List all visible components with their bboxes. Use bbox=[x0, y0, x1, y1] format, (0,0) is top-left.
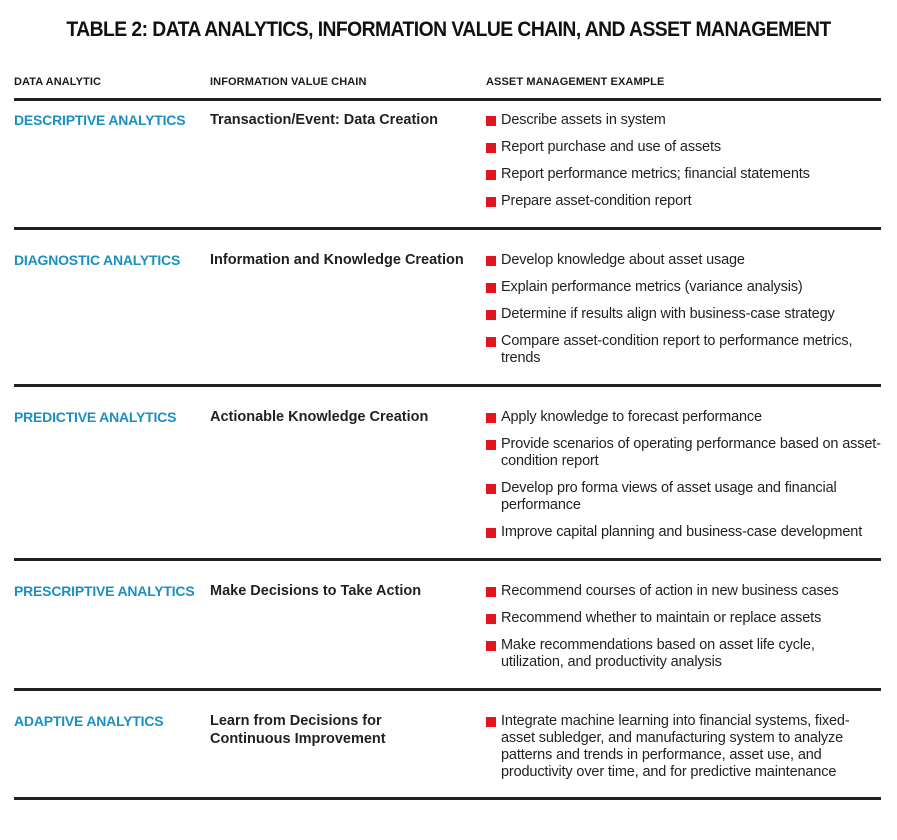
column-header-data-analytic: DATA ANALYTIC bbox=[14, 76, 102, 88]
example-text: Compare asset-condition report to performance metrics, trends bbox=[501, 333, 853, 366]
value-chain-label: Learn from Decisions for Continuous Improvement bbox=[210, 713, 386, 747]
example-text: Provide scenarios of operating performance based on asset-condition report bbox=[501, 436, 881, 469]
example-text: Explain performance metrics (variance analysis) bbox=[501, 279, 803, 295]
list-item bbox=[486, 409, 881, 426]
example-text: Make recommendations based on asset life cycle, utilization, and productivity analysis bbox=[501, 637, 815, 670]
table-row-diagnostic bbox=[14, 227, 881, 384]
table-row-predictive bbox=[14, 384, 881, 558]
list-item bbox=[486, 583, 881, 600]
column-headers bbox=[0, 76, 897, 96]
list-item bbox=[486, 193, 881, 210]
red-square-bullet-icon bbox=[486, 116, 496, 126]
list-item bbox=[486, 279, 881, 296]
list-item bbox=[486, 333, 881, 367]
column-header-asset-management-example: ASSET MANAGEMENT EXAMPLE bbox=[486, 76, 665, 88]
list-item bbox=[486, 306, 881, 323]
red-square-bullet-icon bbox=[486, 528, 496, 538]
red-square-bullet-icon bbox=[486, 484, 496, 494]
red-square-bullet-icon bbox=[486, 283, 496, 293]
list-item bbox=[486, 713, 881, 781]
example-text: Report purchase and use of assets bbox=[501, 139, 721, 155]
list-item bbox=[486, 436, 881, 470]
analytic-label: DESCRIPTIVE ANALYTICS bbox=[14, 112, 186, 128]
list-item bbox=[486, 610, 881, 627]
table-row-descriptive bbox=[14, 98, 881, 227]
red-square-bullet-icon bbox=[486, 440, 496, 450]
red-square-bullet-icon bbox=[486, 256, 496, 266]
example-list bbox=[486, 112, 881, 220]
example-text: Describe assets in system bbox=[501, 112, 666, 128]
value-chain-label: Transaction/Event: Data Creation bbox=[210, 112, 439, 128]
example-text: Improve capital planning and business-case development bbox=[501, 524, 863, 540]
table-row-prescriptive bbox=[14, 558, 881, 688]
red-square-bullet-icon bbox=[486, 641, 496, 651]
example-list bbox=[486, 713, 881, 791]
red-square-bullet-icon bbox=[486, 614, 496, 624]
example-text: Develop pro forma views of asset usage and financial performance bbox=[501, 480, 837, 513]
red-square-bullet-icon bbox=[486, 337, 496, 347]
list-item bbox=[486, 166, 881, 183]
list-item bbox=[486, 252, 881, 269]
table-row-adaptive bbox=[14, 688, 881, 800]
red-square-bullet-icon bbox=[486, 197, 496, 207]
analytic-label: DIAGNOSTIC ANALYTICS bbox=[14, 252, 181, 268]
red-square-bullet-icon bbox=[486, 143, 496, 153]
analytics-table bbox=[14, 98, 881, 800]
red-square-bullet-icon bbox=[486, 717, 496, 727]
example-text: Apply knowledge to forecast performance bbox=[501, 409, 762, 425]
red-square-bullet-icon bbox=[486, 170, 496, 180]
example-text: Develop knowledge about asset usage bbox=[501, 252, 745, 268]
value-chain-label: Make Decisions to Take Action bbox=[210, 583, 422, 599]
list-item bbox=[486, 139, 881, 156]
list-item bbox=[486, 480, 881, 514]
example-text: Prepare asset-condition report bbox=[501, 193, 692, 209]
example-text: Recommend whether to maintain or replace assets bbox=[501, 610, 822, 626]
table-title: TABLE 2: DATA ANALYTICS, INFORMATION VALUE CHAIN, AND ASSET MANAGEMENT bbox=[66, 18, 831, 41]
analytic-label: ADAPTIVE ANALYTICS bbox=[14, 713, 164, 729]
example-text: Report performance metrics; financial statements bbox=[501, 166, 810, 182]
list-item bbox=[486, 637, 881, 671]
red-square-bullet-icon bbox=[486, 587, 496, 597]
column-header-information-value-chain: INFORMATION VALUE CHAIN bbox=[210, 76, 367, 88]
red-square-bullet-icon bbox=[486, 310, 496, 320]
value-chain-label: Actionable Knowledge Creation bbox=[210, 409, 429, 425]
analytic-label: PREDICTIVE ANALYTICS bbox=[14, 409, 177, 425]
example-text: Determine if results align with business-case strategy bbox=[501, 306, 835, 322]
list-item bbox=[486, 524, 881, 541]
example-text: Recommend courses of action in new business cases bbox=[501, 583, 839, 599]
example-list bbox=[486, 252, 881, 377]
value-chain-label: Information and Knowledge Creation bbox=[210, 252, 464, 268]
example-list bbox=[486, 409, 881, 551]
list-item bbox=[486, 112, 881, 129]
analytic-label: PRESCRIPTIVE ANALYTICS bbox=[14, 583, 195, 599]
example-list bbox=[486, 583, 881, 681]
red-square-bullet-icon bbox=[486, 413, 496, 423]
example-text: Integrate machine learning into financial systems, fixed-asset subledger, and manufacturing system to analyze patterns and trends in performance, asset use, and productivity over time, and for predictive maintenance bbox=[501, 713, 850, 780]
